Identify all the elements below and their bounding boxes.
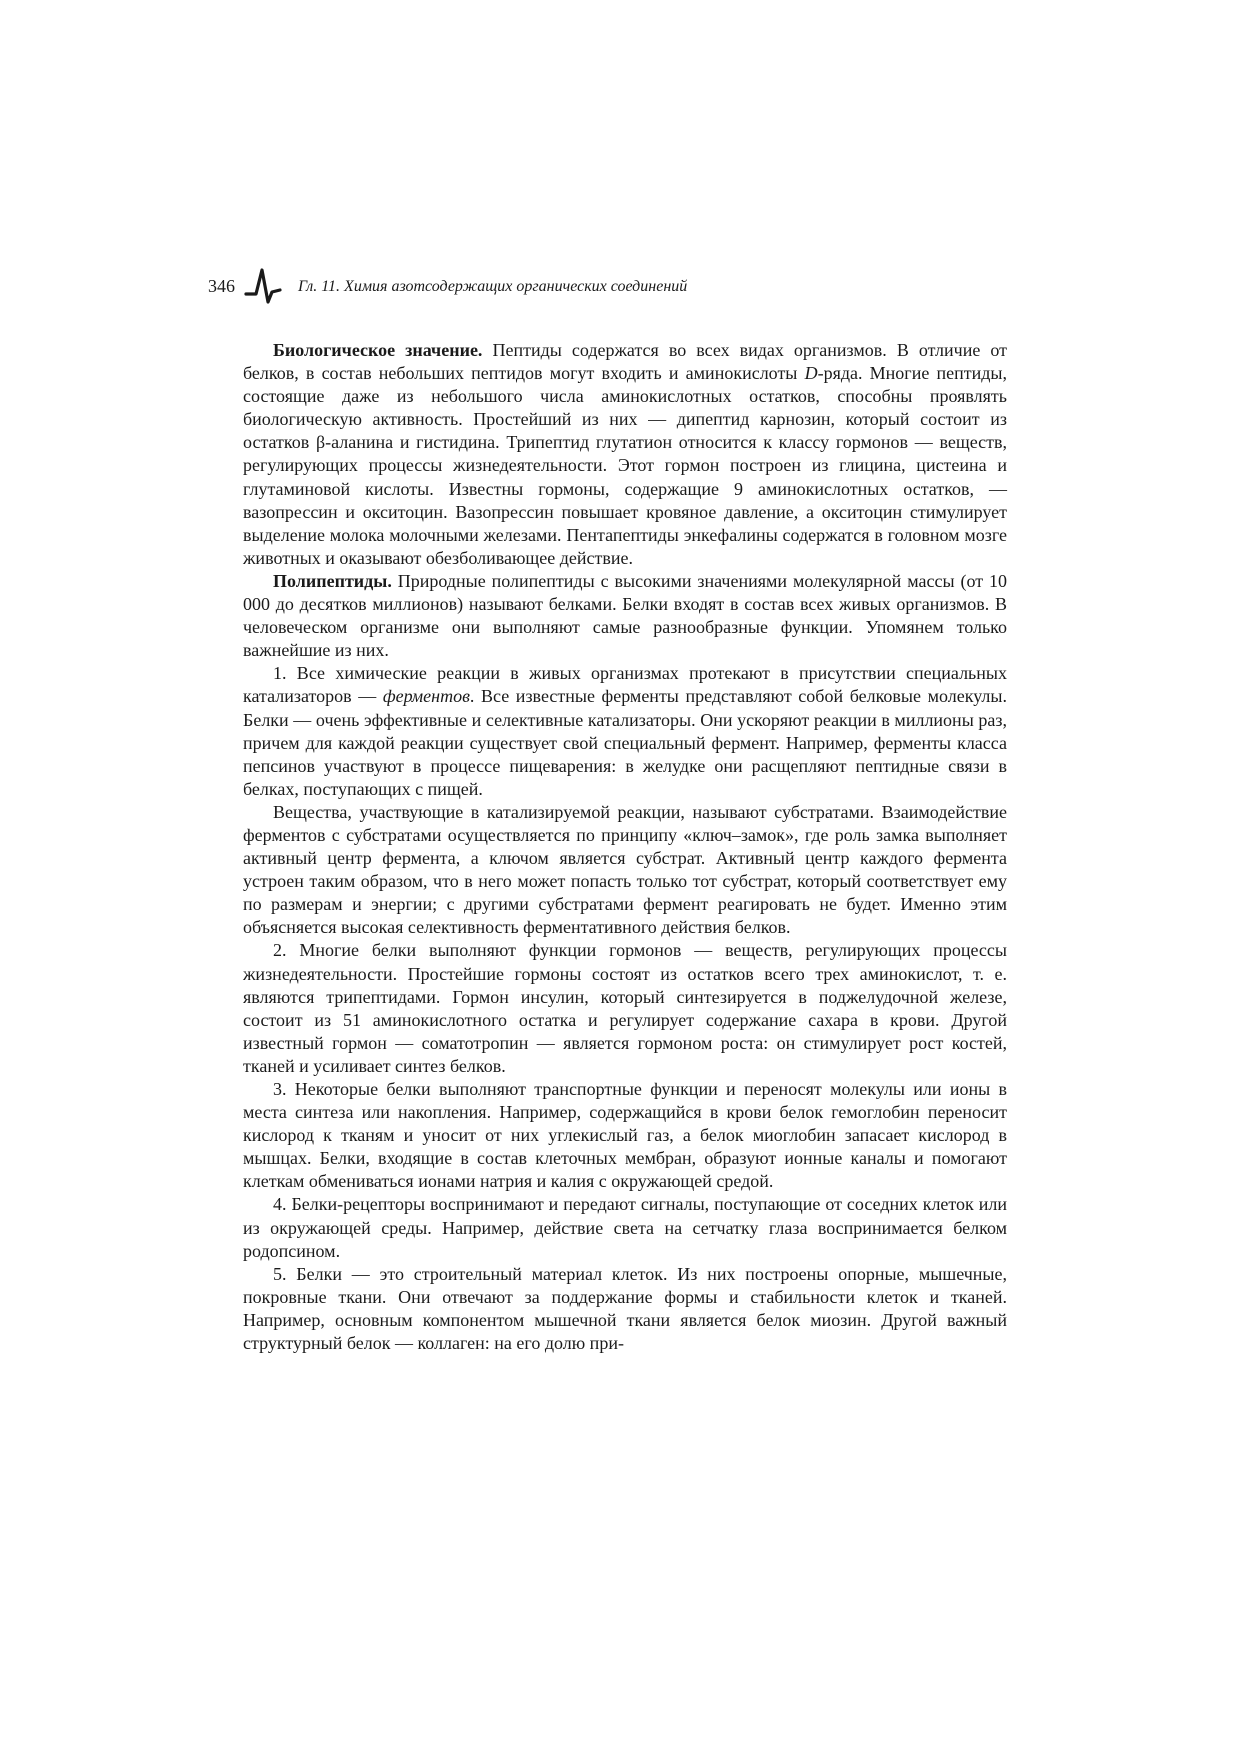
running-title: Гл. 11. Химия азотсодержащих органических соединений [298, 278, 688, 295]
term-enzymes: ферментов [382, 686, 470, 707]
text-body [243, 339, 1007, 1355]
paragraph-text: . Все известные ферменты представляют собой белковые молекулы. Белки — очень эффективные и селективные катализаторы. Они ускоряют реакции в миллионы раз, причем для каждой реакции существует свой специальный фермент. Например, ферменты класса пепсинов участвуют в процессе пищеварения: в желудке они расщепляют пептидные связи в белках, поступающих с пищей. [243, 686, 1007, 799]
page-number: 346 [208, 276, 235, 296]
paragraph-text: 1. Все химические реакции в живых организмах протекают в присутствии специальных катализаторов — [243, 663, 1007, 707]
paragraph-text: Пептиды содержатся во всех видах организмов. В отличие от белков, в состав небольших пептидов могут входить и аминокислоты [243, 340, 1007, 384]
page-header [208, 268, 1008, 308]
paragraph-biological-significance [243, 339, 1007, 570]
paragraph-text: Природные полипептиды с высокими значениями молекулярной массы (от 10 000 до десятков миллионов) называют белками. Белки входят в состав всех живых организмов. В человеческом организме они выполняют самые разнообразные функции. Упомянем только важнейшие из них. [243, 570, 1007, 661]
pulse-wave-icon [244, 268, 282, 304]
paragraph-text: -ряда. Многие пептиды, состоящие даже из небольшого числа аминокислотных остатков, способны проявлять биологическую активность. Простейший из них — дипептид карнозин, который состоит из остатков β-аланина и гистидина. Трипептид глутатион относится к классу гормонов — веществ, регулирующих процессы жизнедеятельности. Этот гормон построен из глицина, цистеина и глутаминовой кислоты. Известны гормоны, содержащие 9 аминокислотных остатков, — вазопрессин и окситоцин. Вазопрессин повышает кровяное давление, а окситоцин стимулирует выделение молока молочными железами. Пентапептиды энкефалины содержатся в головном мозге животных и оказывают обезболивающее действие. [243, 363, 1007, 568]
paragraph-substrates: Вещества, участвующие в катализируемой реакции, называют субстратами. Взаимодействие ферментов с субстратами осуществляется по принципу «ключ–замок», где роль замка выполняет активный центр фермента, а ключом является субстрат. Активный центр каждого фермента устроен таким образом, что в него может попасть только тот субстрат, который соответствует ему по размерам и энергии; с другими субстратами фермент реагировать не будет. Именно этим объясняется высокая селективность ферментативного действия белков. [243, 801, 1007, 938]
paragraph-item-3-transport: 3. Некоторые белки выполняют транспортные функции и переносят молекулы или ионы в места синтеза или накопления. Например, содержащийся в крови белок гемоглобин переносит кислород к тканям и уносит от них углекислый газ, а белок миоглобин запасает кислород в мышцах. Белки, входящие в состав клеточных мембран, образуют ионные каналы и помогают клеткам обмениваться ионами натрия и калия с окружающей средой. [243, 1079, 1007, 1192]
paragraph-item-1-enzymes [243, 662, 1007, 801]
paragraph-heading: Полипептиды. [273, 570, 392, 591]
paragraph-item-5-structural: 5. Белки — это строительный материал клеток. Из них построены опорные, мышечные, покровные ткани. Они отвечают за поддержание формы и стабильности клеток и тканей. Например, основным компонентом мышечной ткани является белок миозин. Другой важный структурный белок — коллаген: на его долю при- [243, 1263, 1007, 1354]
paragraph-item-4-receptors: 4. Белки-рецепторы воспринимают и передают сигналы, поступающие от соседних клеток или из окружающей среды. Например, действие света на сетчатку глаза воспринимается белком родопсином. [243, 1194, 1007, 1261]
d-series-letter: D [804, 363, 818, 384]
paragraph-polypeptides [243, 570, 1007, 662]
paragraph-heading: Биологическое значение. [273, 340, 483, 360]
paragraph-item-2-hormones: 2. Многие белки выполняют функции гормонов — веществ, регулирующих процессы жизнедеятельности. Простейшие гормоны состоят из остатков всего трех аминокислот, т. е. являются трипептидами. Гормон инсулин, который синтезируется в поджелудочной железе, состоит из 51 аминокислотного остатка и регулирует содержание сахара в крови. Другой известный гормон — соматотропин — является гормоном роста: он стимулирует рост костей, тканей и усиливает синтез белков. [243, 940, 1007, 1076]
